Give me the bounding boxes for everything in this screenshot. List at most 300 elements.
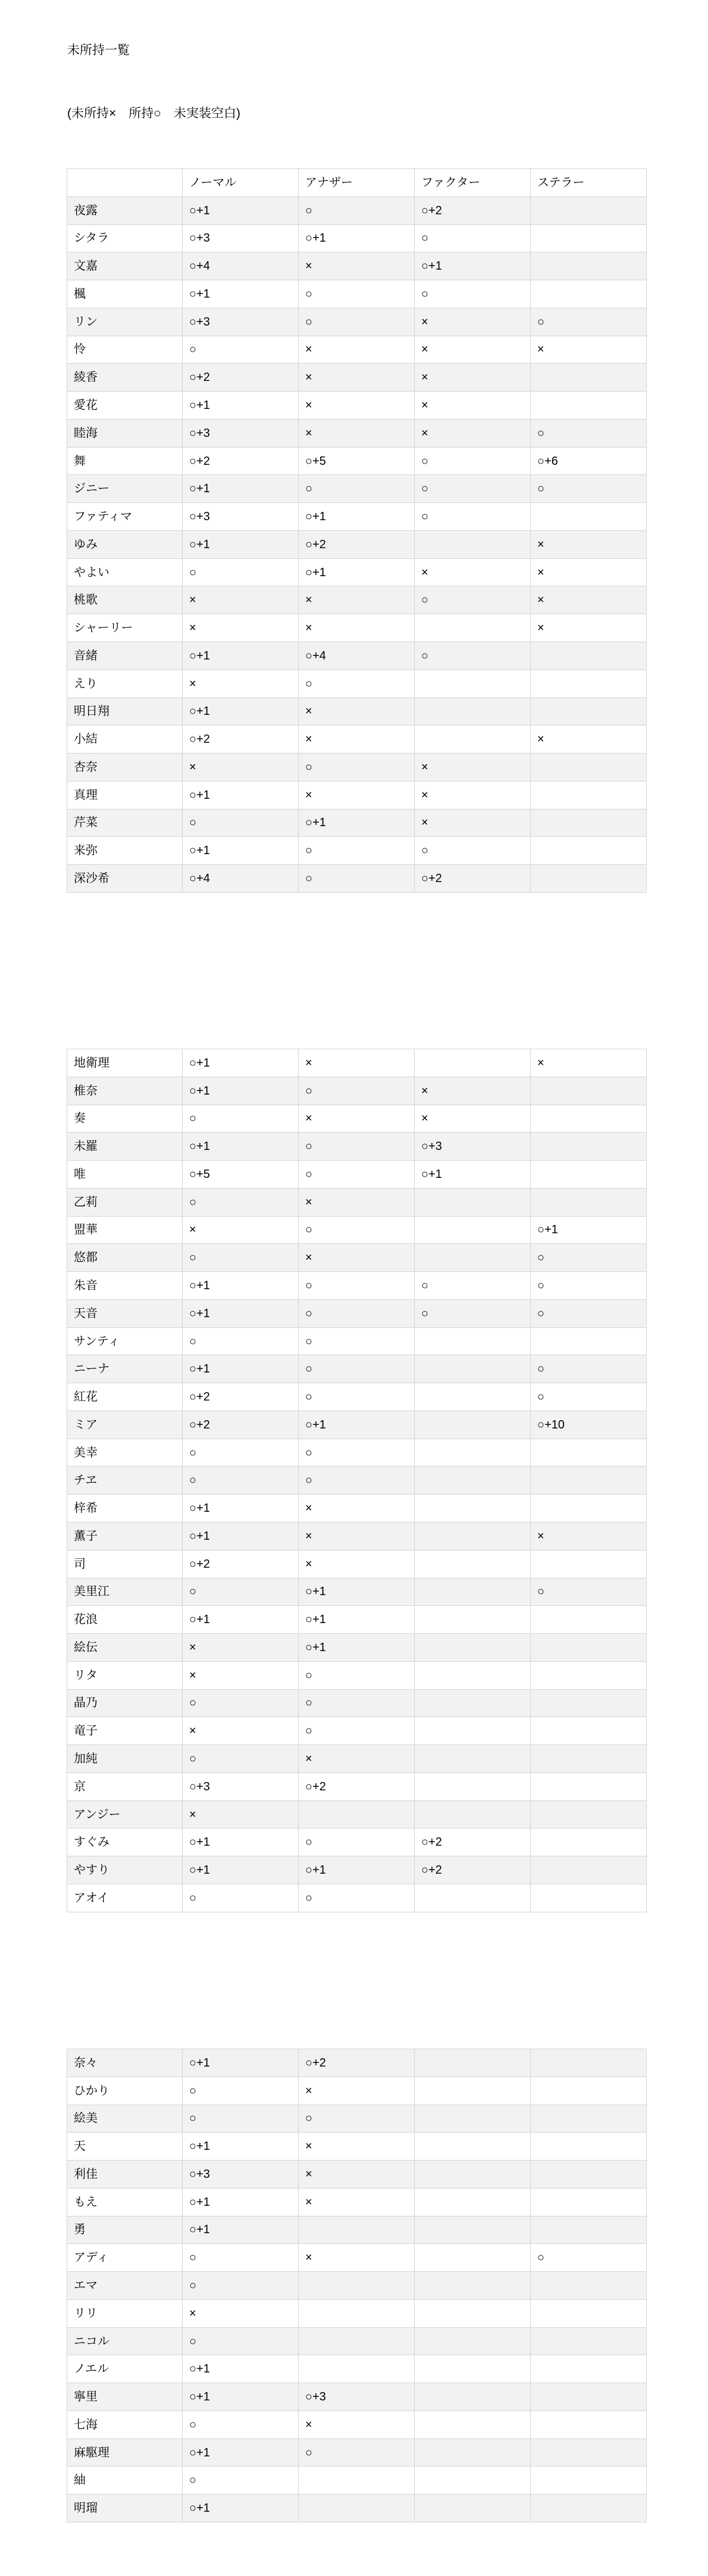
status-cell <box>531 781 647 809</box>
status-cell <box>531 698 647 726</box>
character-name-cell: 楓 <box>67 280 183 308</box>
table-row <box>67 1717 647 1745</box>
table-row <box>67 837 647 865</box>
status-cell: × <box>299 1745 415 1773</box>
character-name-cell: もえ <box>67 2188 183 2216</box>
table-row <box>67 392 647 420</box>
character-name-cell: ゆみ <box>67 530 183 558</box>
table-row <box>67 2439 647 2466</box>
table-row <box>67 2466 647 2494</box>
table-row <box>67 1745 647 1773</box>
status-cell <box>415 1578 531 1606</box>
status-cell: ○+1 <box>183 392 299 420</box>
status-cell: ○ <box>299 1661 415 1689</box>
table-row <box>67 2049 647 2077</box>
status-cell: × <box>299 419 415 447</box>
table-row <box>67 1383 647 1411</box>
status-cell: ○+1 <box>299 558 415 586</box>
status-cell <box>531 1105 647 1133</box>
character-name-cell: アディ <box>67 2244 183 2272</box>
status-cell: ○ <box>415 642 531 670</box>
status-cell <box>531 1689 647 1717</box>
status-cell: ○ <box>299 754 415 781</box>
status-cell: × <box>531 1523 647 1550</box>
character-name-cell: 梓希 <box>67 1495 183 1523</box>
status-cell: ○ <box>183 809 299 837</box>
status-cell: ○+1 <box>299 503 415 531</box>
status-cell <box>531 2383 647 2411</box>
page-title: 未所持一覧 <box>67 43 130 57</box>
status-cell <box>415 2355 531 2383</box>
status-cell: × <box>183 1216 299 1244</box>
status-cell: ○ <box>531 1272 647 1300</box>
status-cell: ○ <box>415 586 531 614</box>
status-cell <box>531 2439 647 2466</box>
status-cell: × <box>183 754 299 781</box>
status-cell <box>415 1244 531 1272</box>
status-cell <box>415 1495 531 1523</box>
status-cell: × <box>415 1077 531 1105</box>
table-row <box>67 419 647 447</box>
status-cell <box>415 2411 531 2439</box>
status-cell <box>531 2327 647 2355</box>
status-cell: ○+1 <box>183 1495 299 1523</box>
status-cell <box>415 2439 531 2466</box>
status-cell: ○ <box>299 1133 415 1161</box>
status-cell: ○ <box>531 1578 647 1606</box>
status-cell: ○+3 <box>183 2161 299 2189</box>
status-cell <box>531 865 647 893</box>
status-cell <box>531 1800 647 1828</box>
character-name-cell: 花浪 <box>67 1606 183 1634</box>
status-cell: ○+1 <box>183 781 299 809</box>
table-row <box>67 698 647 726</box>
status-cell <box>415 2133 531 2161</box>
status-cell <box>415 2327 531 2355</box>
character-name-cell: 芹菜 <box>67 809 183 837</box>
status-cell: ○+2 <box>415 196 531 224</box>
status-cell: ○+5 <box>299 447 415 475</box>
status-cell: ○ <box>183 2411 299 2439</box>
status-cell: × <box>415 308 531 336</box>
status-cell <box>415 2077 531 2105</box>
table-row <box>67 809 647 837</box>
status-cell: ○ <box>531 308 647 336</box>
status-cell <box>415 1439 531 1467</box>
table-row <box>67 1689 647 1717</box>
status-cell: ○ <box>183 2327 299 2355</box>
status-cell: ○+3 <box>183 419 299 447</box>
status-cell <box>531 837 647 865</box>
status-cell: ○+1 <box>183 2494 299 2522</box>
status-cell: ○+1 <box>299 1578 415 1606</box>
status-cell: ○ <box>299 1327 415 1355</box>
status-cell <box>299 1800 415 1828</box>
character-name-cell: 利佳 <box>67 2161 183 2189</box>
status-cell: ○+10 <box>531 1411 647 1439</box>
table-row <box>67 2411 647 2439</box>
status-cell: ○+1 <box>183 475 299 503</box>
status-cell: ○+2 <box>183 726 299 754</box>
status-cell <box>531 1550 647 1578</box>
status-cell: × <box>299 2077 415 2105</box>
table-row <box>67 252 647 280</box>
status-cell: ○+1 <box>183 1523 299 1550</box>
status-cell: × <box>299 781 415 809</box>
status-cell: × <box>299 336 415 364</box>
status-cell: × <box>415 558 531 586</box>
status-cell <box>415 2161 531 2189</box>
status-cell: ○+1 <box>183 530 299 558</box>
status-cell: × <box>299 2411 415 2439</box>
status-cell: ○+2 <box>415 1856 531 1884</box>
status-cell: ○ <box>415 503 531 531</box>
status-cell: ○+2 <box>183 1411 299 1439</box>
character-name-cell: 地衛理 <box>67 1049 183 1077</box>
status-cell <box>415 2494 531 2522</box>
status-cell: ○ <box>183 1884 299 1912</box>
status-cell <box>415 1216 531 1244</box>
status-cell: ○ <box>183 1745 299 1773</box>
status-cell: ○+1 <box>299 1606 415 1634</box>
table-row <box>67 2244 647 2272</box>
status-cell <box>415 530 531 558</box>
status-cell: ○+1 <box>183 280 299 308</box>
status-cell <box>415 1383 531 1411</box>
character-name-cell: 京 <box>67 1772 183 1800</box>
status-cell <box>531 392 647 420</box>
status-cell <box>531 2133 647 2161</box>
status-cell <box>531 1856 647 1884</box>
status-cell: × <box>531 558 647 586</box>
status-cell: ○ <box>183 336 299 364</box>
status-cell: ○ <box>299 1216 415 1244</box>
character-name-cell: ニコル <box>67 2327 183 2355</box>
table-row <box>67 2133 647 2161</box>
status-cell <box>531 2272 647 2300</box>
table-row <box>67 1800 647 1828</box>
status-cell: ○ <box>299 1355 415 1383</box>
character-name-cell: 晶乃 <box>67 1689 183 1717</box>
character-name-cell: 文嘉 <box>67 252 183 280</box>
table-row <box>67 196 647 224</box>
character-name-cell: 天 <box>67 2133 183 2161</box>
table-row <box>67 224 647 252</box>
status-cell <box>415 670 531 698</box>
table-row <box>67 2216 647 2244</box>
status-cell: ○+1 <box>299 809 415 837</box>
status-cell: ○ <box>183 1689 299 1717</box>
status-cell: ○ <box>531 1355 647 1383</box>
status-cell: ○ <box>531 1244 647 1272</box>
character-name-cell: すぐみ <box>67 1828 183 1856</box>
status-cell: × <box>299 2244 415 2272</box>
status-cell: ○ <box>183 2077 299 2105</box>
status-cell <box>415 614 531 642</box>
status-cell: ○ <box>183 2105 299 2133</box>
character-name-cell: 明日翔 <box>67 698 183 726</box>
character-name-cell: 盟華 <box>67 1216 183 1244</box>
table-row <box>67 1606 647 1634</box>
table-row <box>67 1634 647 1662</box>
status-cell <box>531 1745 647 1773</box>
status-cell: ○+1 <box>183 2133 299 2161</box>
status-cell: ○ <box>299 1299 415 1327</box>
status-cell: ○+3 <box>183 308 299 336</box>
character-name-cell: 真理 <box>67 781 183 809</box>
table-row <box>67 1161 647 1189</box>
table-row <box>67 2494 647 2522</box>
status-cell: ○+3 <box>183 503 299 531</box>
status-cell <box>415 698 531 726</box>
table-header-row <box>67 169 647 197</box>
status-cell: × <box>299 586 415 614</box>
table-row <box>67 1578 647 1606</box>
character-name-cell: えり <box>67 670 183 698</box>
status-cell: ○+1 <box>183 2188 299 2216</box>
status-cell <box>415 1327 531 1355</box>
status-cell: ○+2 <box>415 865 531 893</box>
status-cell <box>415 1606 531 1634</box>
status-cell <box>531 252 647 280</box>
table-row <box>67 1828 647 1856</box>
table-row <box>67 1884 647 1912</box>
status-cell <box>531 1495 647 1523</box>
status-cell <box>415 2188 531 2216</box>
status-cell: ○ <box>183 1578 299 1606</box>
status-cell: ○+1 <box>183 2049 299 2077</box>
status-cell: ○ <box>299 1383 415 1411</box>
table-row <box>67 447 647 475</box>
status-cell <box>531 503 647 531</box>
status-cell: × <box>183 2299 299 2327</box>
status-cell: ○+4 <box>183 252 299 280</box>
status-cell: ○ <box>183 2244 299 2272</box>
ownership-table-page-1 <box>67 168 647 893</box>
character-name-cell: 深沙希 <box>67 865 183 893</box>
header-cell: ファクター <box>415 169 531 197</box>
status-cell: × <box>415 809 531 837</box>
character-name-cell: 朱音 <box>67 1272 183 1300</box>
status-cell <box>531 2188 647 2216</box>
status-cell: ○ <box>299 2105 415 2133</box>
status-cell <box>299 2299 415 2327</box>
status-cell <box>415 2049 531 2077</box>
header-cell: アナザー <box>299 169 415 197</box>
character-name-cell: ひかり <box>67 2077 183 2105</box>
table-row <box>67 1327 647 1355</box>
status-cell: × <box>299 2188 415 2216</box>
status-cell: × <box>531 336 647 364</box>
status-cell <box>531 1884 647 1912</box>
status-cell: ○ <box>299 837 415 865</box>
status-cell: × <box>415 336 531 364</box>
status-cell <box>415 2216 531 2244</box>
character-name-cell: 紅花 <box>67 1383 183 1411</box>
table-row <box>67 1299 647 1327</box>
status-cell <box>415 2466 531 2494</box>
table-row <box>67 865 647 893</box>
character-name-cell: 麻駆理 <box>67 2439 183 2466</box>
status-cell: × <box>299 392 415 420</box>
status-cell: × <box>299 726 415 754</box>
status-cell <box>531 1772 647 1800</box>
character-name-cell: シャーリー <box>67 614 183 642</box>
status-cell <box>415 1800 531 1828</box>
status-cell <box>415 1772 531 1800</box>
character-name-cell: 紬 <box>67 2466 183 2494</box>
character-name-cell: 乙莉 <box>67 1188 183 1216</box>
character-name-cell: リタ <box>67 1661 183 1689</box>
character-name-cell: 舞 <box>67 447 183 475</box>
character-name-cell: リリ <box>67 2299 183 2327</box>
ownership-table-page-2 <box>67 1049 647 1912</box>
status-cell <box>415 1717 531 1745</box>
status-cell <box>299 2355 415 2383</box>
status-cell: ○+1 <box>183 2216 299 2244</box>
status-cell: ○ <box>183 1188 299 1216</box>
status-cell: × <box>299 1495 415 1523</box>
status-cell: ○ <box>299 670 415 698</box>
status-cell: ○ <box>299 1272 415 1300</box>
character-name-cell: 椎奈 <box>67 1077 183 1105</box>
status-cell: × <box>183 1634 299 1662</box>
status-cell: × <box>415 392 531 420</box>
status-cell <box>415 1467 531 1495</box>
status-cell: ○+2 <box>415 1828 531 1856</box>
status-cell: ○+1 <box>183 2355 299 2383</box>
status-cell: × <box>183 1661 299 1689</box>
character-name-cell: 奈々 <box>67 2049 183 2077</box>
status-cell <box>531 1327 647 1355</box>
status-cell: ○+2 <box>183 1383 299 1411</box>
character-name-cell: 司 <box>67 1550 183 1578</box>
character-name-cell: 桃歌 <box>67 586 183 614</box>
table-row <box>67 558 647 586</box>
status-cell <box>531 809 647 837</box>
status-cell: ○+1 <box>183 2383 299 2411</box>
status-cell: ○+1 <box>183 837 299 865</box>
status-cell <box>415 1523 531 1550</box>
table-row <box>67 2161 647 2189</box>
table-row <box>67 308 647 336</box>
status-cell: × <box>183 670 299 698</box>
table-row <box>67 1772 647 1800</box>
table-row <box>67 1105 647 1133</box>
status-cell: × <box>299 1550 415 1578</box>
table-row <box>67 364 647 392</box>
character-name-cell: 絵伝 <box>67 1634 183 1662</box>
status-cell: ○ <box>183 1439 299 1467</box>
status-cell: × <box>183 1717 299 1745</box>
status-cell: × <box>299 1244 415 1272</box>
status-cell <box>415 2299 531 2327</box>
table-row <box>67 614 647 642</box>
character-name-cell: 美里江 <box>67 1578 183 1606</box>
status-cell: ○ <box>415 475 531 503</box>
status-cell: ○+1 <box>183 2439 299 2466</box>
character-name-cell: アンジー <box>67 1800 183 1828</box>
status-cell: ○+2 <box>299 1772 415 1800</box>
table-row <box>67 1523 647 1550</box>
status-cell: ○ <box>183 558 299 586</box>
status-cell: ○ <box>299 475 415 503</box>
status-cell: × <box>299 1105 415 1133</box>
status-cell: × <box>299 252 415 280</box>
status-cell <box>531 642 647 670</box>
status-cell: × <box>299 1188 415 1216</box>
status-cell <box>415 1411 531 1439</box>
character-name-cell: 明瑠 <box>67 2494 183 2522</box>
status-cell: × <box>299 1523 415 1550</box>
table-row <box>67 1216 647 1244</box>
status-cell: ○ <box>299 308 415 336</box>
character-name-cell: 加純 <box>67 1745 183 1773</box>
status-cell <box>531 1439 647 1467</box>
table-row <box>67 2299 647 2327</box>
status-cell: ○+1 <box>299 1411 415 1439</box>
status-cell <box>531 1606 647 1634</box>
status-cell: × <box>415 364 531 392</box>
table-row <box>67 2105 647 2133</box>
table-row <box>67 642 647 670</box>
status-cell <box>299 2466 415 2494</box>
table-row <box>67 503 647 531</box>
status-cell <box>531 280 647 308</box>
status-cell <box>299 2272 415 2300</box>
status-cell: ○ <box>183 1105 299 1133</box>
status-cell <box>531 196 647 224</box>
table-row <box>67 754 647 781</box>
table-row <box>67 1439 647 1467</box>
status-cell: × <box>299 2161 415 2189</box>
status-cell: ○ <box>299 1884 415 1912</box>
status-cell: ○ <box>299 2439 415 2466</box>
table-row <box>67 1495 647 1523</box>
status-cell: ○ <box>531 475 647 503</box>
status-cell <box>531 2161 647 2189</box>
character-name-cell: 怜 <box>67 336 183 364</box>
status-cell: ○+4 <box>183 865 299 893</box>
status-cell: ○ <box>531 1383 647 1411</box>
status-cell <box>531 1634 647 1662</box>
status-cell <box>531 2411 647 2439</box>
status-cell <box>415 1188 531 1216</box>
status-cell: × <box>531 614 647 642</box>
status-cell: ○+1 <box>183 1856 299 1884</box>
status-cell <box>531 2355 647 2383</box>
status-cell <box>531 1828 647 1856</box>
legend-note: (未所持× 所持○ 未実装空白) <box>67 107 240 120</box>
character-name-cell: リン <box>67 308 183 336</box>
status-cell: ○+3 <box>183 1772 299 1800</box>
status-cell: ○+1 <box>415 1161 531 1189</box>
character-name-cell: ニーナ <box>67 1355 183 1383</box>
status-cell <box>299 2216 415 2244</box>
status-cell <box>299 2494 415 2522</box>
table-row <box>67 2383 647 2411</box>
status-cell: ○ <box>415 1272 531 1300</box>
status-cell: ○ <box>299 865 415 893</box>
status-cell <box>531 2466 647 2494</box>
status-cell <box>415 1884 531 1912</box>
status-cell <box>531 2494 647 2522</box>
table-row <box>67 2188 647 2216</box>
status-cell: ○ <box>415 280 531 308</box>
status-cell: ○ <box>299 196 415 224</box>
character-name-cell: 夜露 <box>67 196 183 224</box>
status-cell <box>299 2327 415 2355</box>
